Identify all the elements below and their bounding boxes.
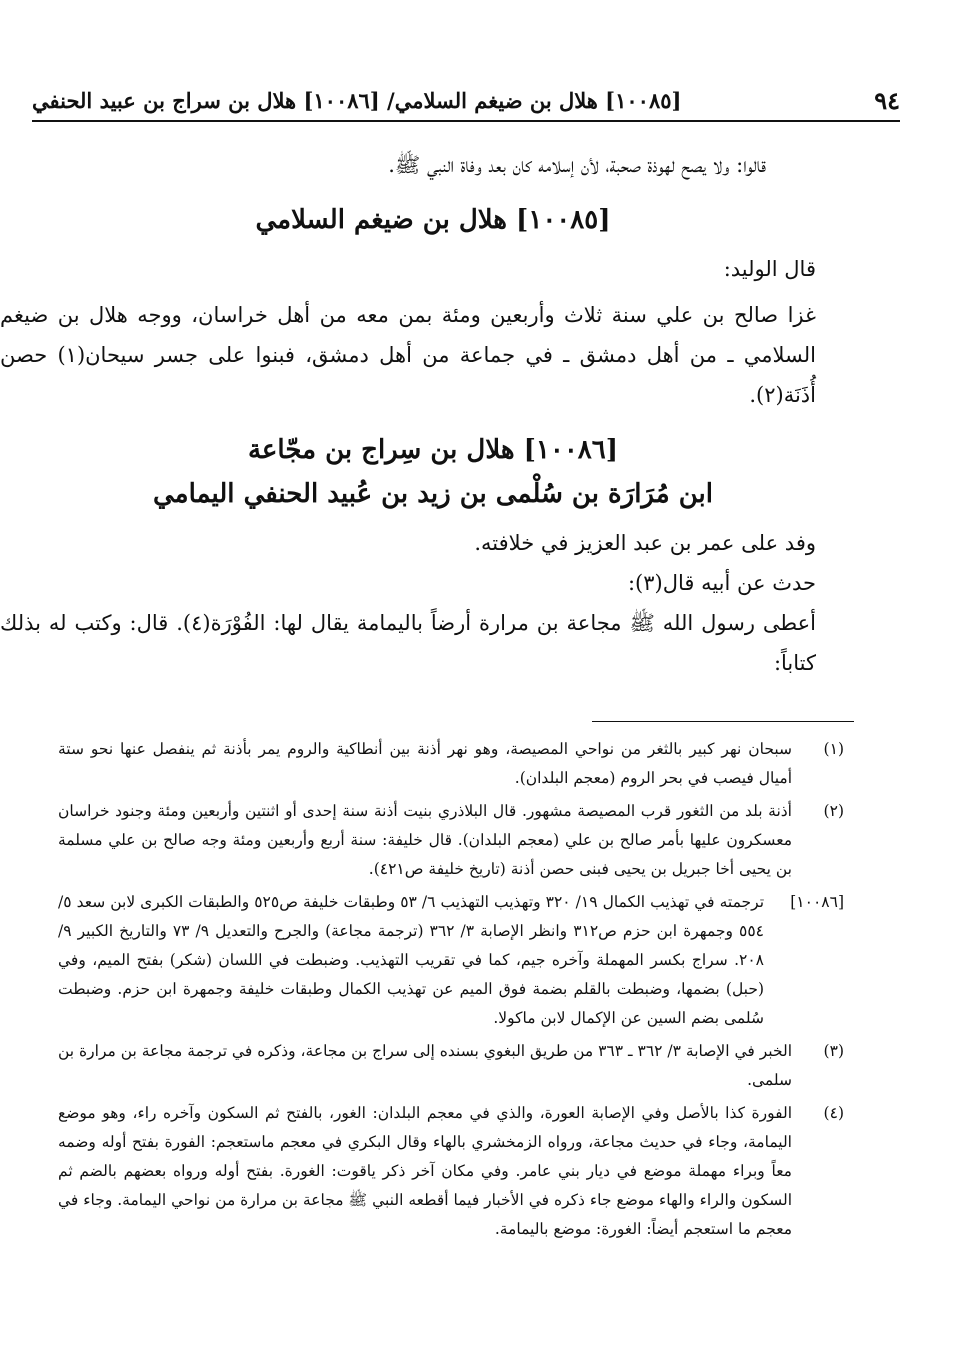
entry-heading-10085: [١٠٠٨٥] هلال بن ضيغم السلامي (255, 205, 611, 235)
page-header (32, 86, 900, 116)
footnote-number: (٤) (823, 1104, 844, 1122)
text-line-4: حدث عن أبيه قال(٣): (627, 571, 816, 595)
footnote-3 (58, 1037, 844, 1095)
header-rule (32, 120, 900, 122)
running-title: [١٠٠٨٥] هلال بن ضيغم السلامي/ [١٠٠٨٦] هلال بن سراج بن عبيد الحنفي (32, 88, 682, 113)
text-line-2: قال الوليد: (723, 257, 816, 281)
footnote-number: (٣) (823, 1042, 844, 1060)
text-line-3: وفد على عمر بن عبد العزيز في خلافته. (474, 531, 816, 555)
footnote-entry-number: [١٠٠٨٦] (790, 893, 844, 911)
footnote-text: ترجمته في تهذيب الكمال ١٩/ ٣٢٠ وتهذيب التهذيب ٦/ ٥٣ وطبقات خليفة ص٥٢٥ والطبقات الكبرى لابن سعد ٥/ ٥٥٤ وجمهرة ابن حزم ص٣١٢ وانظر الإصابة ٣/ ٣٦٢ (ترجمة مجاعة) والجرح والتعديل ٩/ ٧٣ والتاريخ الكبير ٩/ ٢٠٨. سراج بكسر المهملة وآخره جيم، كما في تقريب التهذيب. وضبطت في اللسان (شكر) بفتح الميم، وفي (حبل) بضمها، وضبطت بالقلم بضمة فوق الميم عن تهذيب الكمال وطبقات خليفة وجمهرة ابن حزم. وضبطت سُلمى بضم السين عن الإكمال لابن ماكولا. (58, 893, 765, 1027)
entry-heading-10086-line1: [١٠٠٨٦] هلال بن سِراج بن مجّاعة (247, 435, 619, 465)
text-line-1: قالوا: ولا يصح لهوذة صحبة، لأن إسلامه كان بعد وفاة النبي ﷺ. (388, 153, 766, 177)
footnote-text: الخبر في الإصابة ٣/ ٣٦٢ ـ ٣٦٣ من طريق البغوي بسنده إلى سراج بن مجاعة، وذكره في ترجمة مجاعة بن مرارة بن سلمى. (58, 1042, 792, 1089)
entry-heading-10086-line2: ابن مُرَارَة بن سُلْمى بن زيد بن عُبيد الحنفي اليمامي (152, 479, 713, 509)
footnote-text: الفورة كذا بالأصل وفي الإصابة العورة، والذي في معجم البلدان: الغور، بالفتح ثم السكون وآخره راء، وهو موضع اليمامة، وجاء في حديث مجاعة، ورواه الزمخشري بالهاء وقال البكري في معجم ماستعجم: الفورة بفتح أوله وضمه معاً وبراء مهملة موضع في ديار بني عامر. وفي مكان آخر ذكر ياقوت: الغورة. بفتح أوله ورواه بعضهم بالضم ثم السكون والراء والهاء موضع جاء ذكره في الأخبار فيما أقطعه النبي ﷺ مجاعة بن مرارة من نواحي اليمامة. وجاء في معجم ما استعجم أيضاً: الغورة: موضع باليمامة. (57, 1104, 792, 1238)
footnote-4 (58, 1099, 844, 1244)
footnote-1 (58, 735, 844, 793)
page-number: ٩٤ (874, 86, 900, 115)
footnote-number: (١) (823, 740, 844, 758)
footnote-text: أذنة بلد من الثغور قرب المصيصة مشهور. قال البلاذري بنيت أذنة سنة إحدى أو اثنتين وأربعين ومئة وجنود خراسان معسكرون عليها بأمر صالح بن علي (معجم البلدان). قال خليفة: سنة أربع وأربعين ومئة وجه صالح بن علي مسلمة بن يحيى أخا جبريل بن يحيى فبنى حصن أذنة (تاريخ خليفة ص٤٢١). (58, 802, 792, 878)
footnotes (58, 735, 844, 1248)
footnote-entry-10086 (58, 888, 844, 1033)
footnote-separator (592, 721, 854, 722)
main-text (0, 145, 817, 683)
footnote-text: سبحان نهر كبير بالثغر من نواحي المصيصة، وهو نهر أذنة بين أنطاكية والروم يمر بأذنة ثم ينفصل عنها نحو ستة أميال فيصب في بحر الروم (معجم البلدان). (58, 740, 792, 787)
paragraph-2: أعطى رسول الله ﷺ مجاعة بن مرارة أرضاً باليمامة يقال لها: الفُوْرَة(٤). قال: وكتب له بذلك كتاباً: (0, 611, 817, 675)
footnote-2 (58, 797, 844, 884)
paragraph-1: غزا صالح بن علي سنة ثلاث وأربعين ومئة بمن معه من أهل خراسان، ووجه هلال بن ضيغم السلامي ـ من أهل دمشق ـ في جماعة من أهل دمشق، فبنوا على جسر سيحان(١) حصن أُذَنَة(٢). (0, 303, 816, 407)
footnote-number: (٢) (823, 802, 844, 820)
